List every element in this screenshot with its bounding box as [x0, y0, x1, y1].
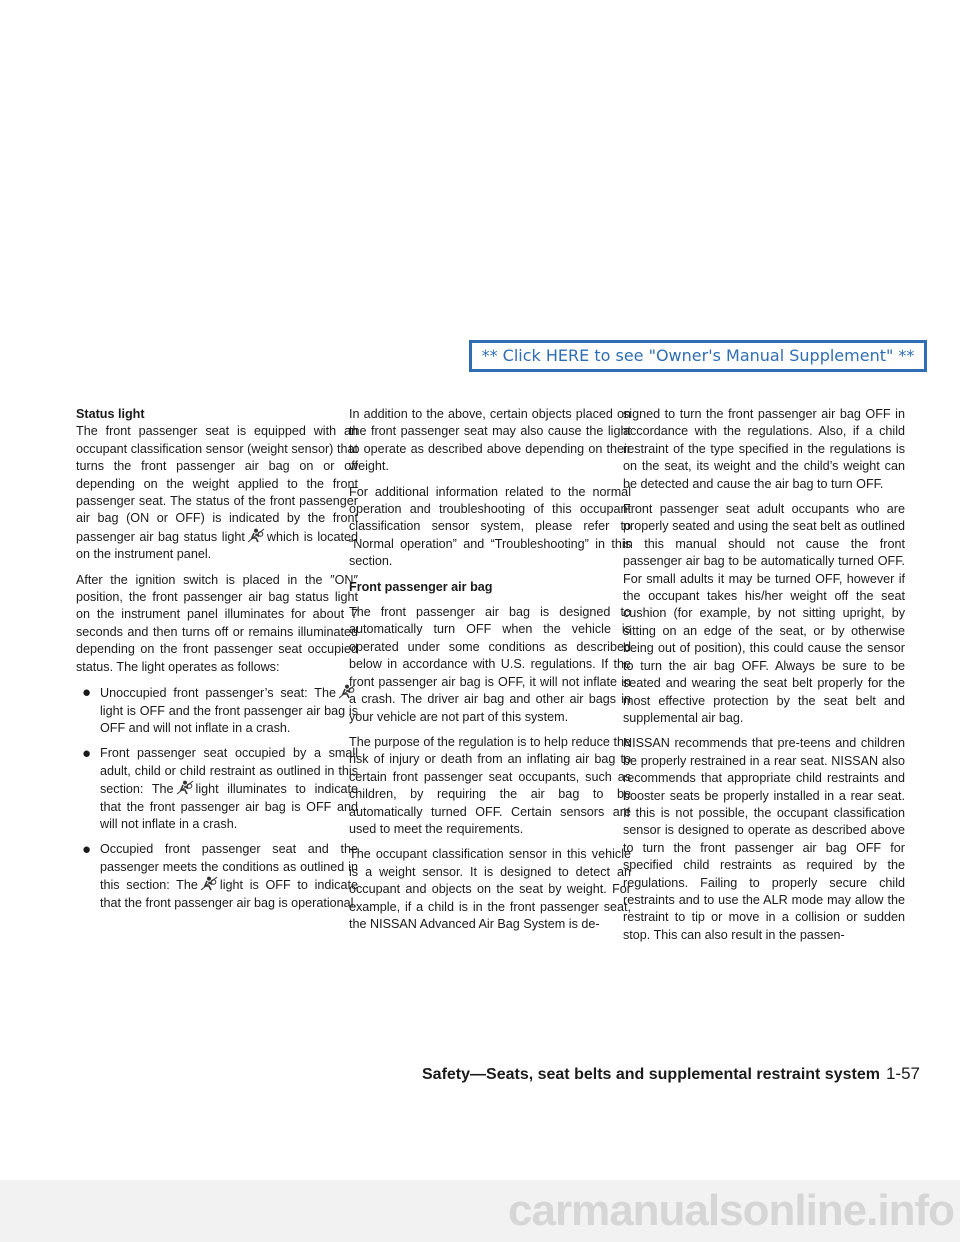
passenger-airbag-off-icon [200, 876, 218, 891]
additional-info-paragraph: For additional information related to the normal operation and troubleshooting of this occupant classification sensor system, please refer to “Normal operation” and “Troubleshooting” in this section. [349, 484, 631, 569]
passenger-airbag-off-icon [247, 528, 265, 543]
front-passenger-air-bag-heading: Front passenger air bag [349, 579, 493, 594]
list-item: ● Occupied front passenger seat and the passenger meets the conditions as outlined in this section: The light is OFF to indicate that the front passenger air bag is operational. [82, 841, 358, 910]
page-number: 1-57 [885, 1064, 920, 1083]
bullet-icon: ● [82, 684, 92, 702]
weight-sensor-paragraph: The occupant classification sensor in this vehicle is a weight sensor. It is designed to detect an occupant and objects on the seat by weight. For example, if a child is in the front passenger seat, the NISSAN Advanced Air Bag System is de- [349, 847, 631, 931]
page-footer [422, 1064, 920, 1085]
list-item: ● Unoccupied front passenger’s seat: The light is OFF and the front passenger air bag is OFF and will not inflate in a crash. [82, 684, 358, 735]
bullet-icon: ● [82, 841, 92, 859]
status-light-heading: Status light [76, 407, 145, 421]
column-2 [349, 406, 631, 933]
air-bag-off-paragraph: The front passenger air bag is designed to automatically turn OFF when the vehicle is operated under some conditions as described below in accordance with U.S. regulations. If the front passenger air bag is OFF, it will not inflate in a crash. The driver air bag and other air bags in your vehicle are not part of this system. [349, 605, 631, 724]
bullet-icon: ● [82, 745, 92, 763]
column-1 [76, 406, 358, 920]
section-title: Safety—Seats, seat belts and supplemental restraint system [422, 1066, 880, 1083]
column-3 [623, 406, 905, 944]
owners-manual-supplement-link[interactable]: ** Click HERE to see "Owner's Manual Supplement" ** [469, 340, 927, 372]
list-item: ● Front passenger seat occupied by a small adult, child or child restraint as outlined in this section: The light illuminates to indicate that the front passenger air bag is OFF and will not inflate in a crash. [82, 745, 358, 831]
status-light-paragraph: The front passenger seat is equipped with an occupant classification sensor (weight sensor) that turns the front passenger air bag on or off depending on the weight applied to the front passenger seat. The status of the front passenger air bag (ON or OFF) is indicated by the front passenger air bag status light which is located on the instrument panel. [76, 424, 358, 562]
passenger-airbag-off-icon [176, 780, 194, 795]
child-restraint-paragraph: signed to turn the front passenger air bag OFF in accordance with the regulations. Also, if a child restraint of the type specified in the regulations is on the seat, its weight and the child’s weight can be detected and cause the air bag to turn OFF. [623, 407, 905, 491]
status-light-list [76, 684, 358, 912]
adult-occupants-paragraph: Front passenger seat adult occupants who are properly seated and using the seat belt as outlined in this manual should not cause the front passenger air bag to be automatically turned OFF. For small adults it may be turned OFF, however if the occupant takes his/her weight off the seat cushion (for example, by not sitting upright, by sitting on an edge of the seat, or by otherwise being out of position), this could cause the sensor to turn the air bag OFF. Always be sure to be seated and wearing the seat belt properly for the most effective protection by the seat belt and supplemental air bag. [623, 502, 905, 725]
objects-paragraph: In addition to the above, certain objects placed on the front passenger seat may also cause the light to operate as described above depending on their weight. [349, 407, 631, 474]
ignition-paragraph: After the ignition switch is placed in the ″ON″ position, the front passenger air bag status light on the instrument panel illuminates for about 7 seconds and then turns off or remains illuminated depending on the front passenger seat occupied status. The light operates as follows: [76, 572, 358, 674]
nissan-recommends-paragraph: NISSAN recommends that pre-teens and children be properly restrained in a rear seat. NISSAN also recommends that appropriate child restraints and booster seats be properly installed in a rear seat. If this is not possible, the occupant classification sensor is designed to operate as described above to turn the front passenger air bag OFF for specified child restraints as required by the regulations. Failing to properly secure child restraints and to use the ALR mode may allow the restraint to tip or move in a collision or sudden stop. This can also result in the passen- [623, 736, 905, 942]
regulation-purpose-paragraph: The purpose of the regulation is to help reduce the risk of injury or death from an inflating air bag to certain front passenger seat occupants, such as children, by requiring the air bag to be automatically turned OFF. Certain sensors are used to meet the requirements. [349, 734, 631, 836]
watermark: carmanualsonline.info [0, 1180, 960, 1242]
